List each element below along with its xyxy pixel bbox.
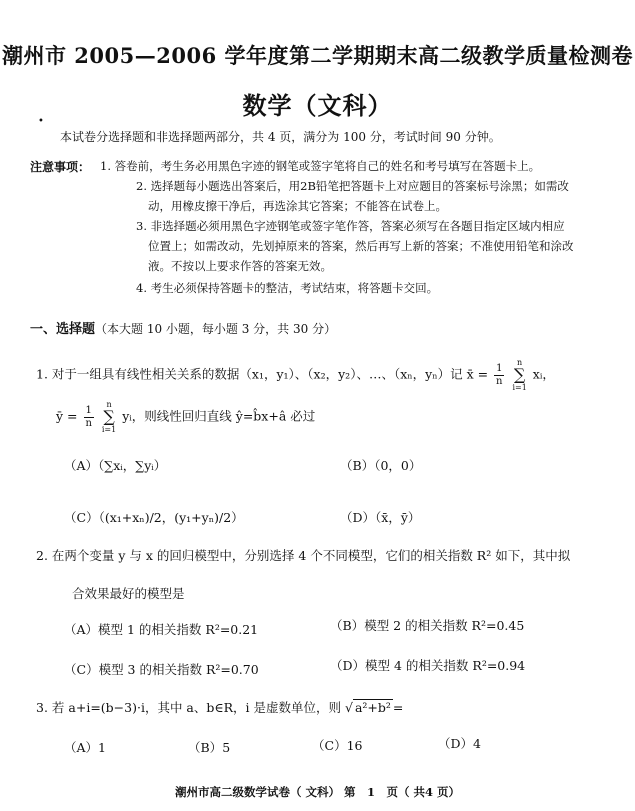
q2-number: 2. (36, 548, 48, 563)
q1-option-a (64, 456, 166, 474)
q2-option-c (64, 660, 259, 678)
option-text: 模型 2 的相关指数 R²=0.45 (364, 618, 525, 633)
option-text: （(x₁+xₙ)/2，(y₁+yₙ)/2） (98, 510, 244, 525)
q1-line2 (56, 400, 315, 434)
option-text: 模型 1 的相关指数 R²=0.21 (98, 622, 259, 637)
option-label: （B） (330, 618, 365, 633)
q3-line (36, 698, 403, 716)
q1-option-c (64, 508, 244, 526)
sum-bottom: i=1 (101, 425, 117, 434)
q1-ybar: ȳ = (56, 408, 78, 424)
q2-text-1: 在两个变量 y 与 x 的回归模型中，分别选择 4 个不同模型，它们的相关指数 R² 如下，其中拟 (51, 548, 571, 563)
q1-frac-x (494, 363, 504, 388)
q1-option-d (340, 508, 420, 526)
option-text: 4 (473, 736, 481, 751)
q3-text: 若 a+i=(b−3)·i，其中 a、b∈R，i 是虚数单位，则 (51, 700, 342, 715)
option-label: （A） (64, 622, 99, 637)
option-text: 模型 3 的相关指数 R²=0.70 (98, 662, 259, 677)
option-label: （B） (188, 740, 223, 755)
sum-bottom: i=1 (512, 383, 527, 392)
q1-frac-y (84, 405, 94, 430)
frac-den: n (496, 375, 503, 387)
option-text: （∑xᵢ，∑yᵢ） (98, 458, 167, 473)
option-text: 模型 4 的相关指数 R²=0.94 (365, 658, 526, 673)
q1-option-b (340, 456, 421, 474)
page-footer: 潮州市高二级数学试卷（ 文科） 第 1 页（ 共4 页） (174, 785, 460, 799)
note-3-cont2: 液。不按以上要求作答的答案无效。 (148, 259, 332, 273)
option-text: 5 (222, 740, 231, 755)
q2-line1 (36, 546, 570, 564)
option-label: （A） (64, 740, 99, 755)
sum-top: n (106, 400, 112, 409)
q1-yi: yᵢ (122, 408, 132, 424)
q1-sigma-x (512, 358, 526, 392)
q2-option-b (330, 616, 524, 634)
note-2-cont: 动，用橡皮擦干净后，再选涂其它答案；不能答在试卷上。 (148, 199, 447, 213)
intro-text: 本试卷分选择题和非选择题两部分，共 4 页，满分为 100 分，考试时间 90 分钟。 (60, 130, 501, 144)
q1-text-b: ，则线性回归直线 ŷ=b̂x+â 必过 (131, 408, 316, 424)
q3-option-c (312, 736, 362, 754)
sqrt-expr: a²+b² (354, 700, 391, 715)
note-2: 2. 选择题每小题选出答案后，用2B铅笔把答题卡上对应题目的答案标号涂黑；如需改 (136, 179, 569, 193)
section-detail: （本大题 10 小题，每小题 3 分，共 30 分） (95, 322, 337, 336)
q3-option-b (188, 738, 230, 756)
section-heading (30, 318, 336, 337)
option-label: （C） (312, 738, 347, 753)
option-text: 16 (346, 738, 363, 753)
option-label: （C） (64, 510, 99, 525)
sqrt-symbol: √ (345, 700, 353, 715)
option-label: （D） (330, 658, 366, 673)
sum-top: n (517, 358, 523, 367)
note-4: 4. 考生必须保持答题卡的整洁，考试结束，将答题卡交回。 (136, 281, 439, 295)
q1-line1 (36, 358, 555, 392)
sum-symbol: ∑ (103, 407, 115, 426)
sum-symbol: ∑ (513, 365, 526, 384)
section-title: 一、选择题 (30, 322, 96, 337)
q3-option-d (438, 734, 481, 752)
note-1: 1. 答卷前，考生务必用黑色字迹的钢笔或签字笔将自己的姓名和考号填写在答题卡上。 (100, 159, 541, 173)
q1-sigma-y (102, 400, 116, 434)
subject-title: 数学（文科） (242, 91, 393, 120)
bullet-mark: • (38, 116, 44, 127)
q2-line2: 合效果最好的模型是 (72, 586, 185, 601)
q3-option-a (64, 738, 106, 756)
q3-eq: = (392, 700, 404, 715)
note-3: 3. 非选择题必须用黑色字迹钢笔或签字笔作答，答案必须写在各题目指定区域内相应 (136, 219, 565, 233)
option-text: （x̄，ȳ） (375, 510, 421, 525)
notes-label: 注意事项： (30, 160, 91, 174)
option-label: （B） (340, 458, 375, 473)
q1-xi: xᵢ， (532, 366, 555, 382)
frac-num: 1 (496, 362, 503, 374)
note-3-cont: 位置上；如需改动，先划掉原来的答案，然后再写上新的答案；不准使用铅笔和涂改 (148, 239, 574, 253)
frac-num: 1 (85, 404, 92, 416)
frac-den: n (85, 417, 92, 429)
option-label: （C） (64, 662, 99, 677)
option-label: （D） (438, 736, 474, 751)
option-label: （D） (340, 510, 376, 525)
option-text: （0，0） (374, 458, 422, 473)
q2-option-a (64, 620, 258, 638)
exam-title: 潮州市 2005—2006 学年度第二学期期末高二级教学质量检测卷 (1, 43, 633, 68)
option-text: 1 (98, 740, 106, 755)
q2-option-d (330, 656, 525, 674)
q1-text-a: 对于一组具有线性相关关系的数据（x₁，y₁）、（x₂，y₂）、…、（xₙ，yₙ）记 (51, 366, 463, 382)
option-label: （A） (64, 458, 99, 473)
q1-number: 1. (36, 366, 48, 382)
q3-number: 3. (36, 700, 48, 715)
q1-xbar: x̄ = (466, 366, 489, 382)
